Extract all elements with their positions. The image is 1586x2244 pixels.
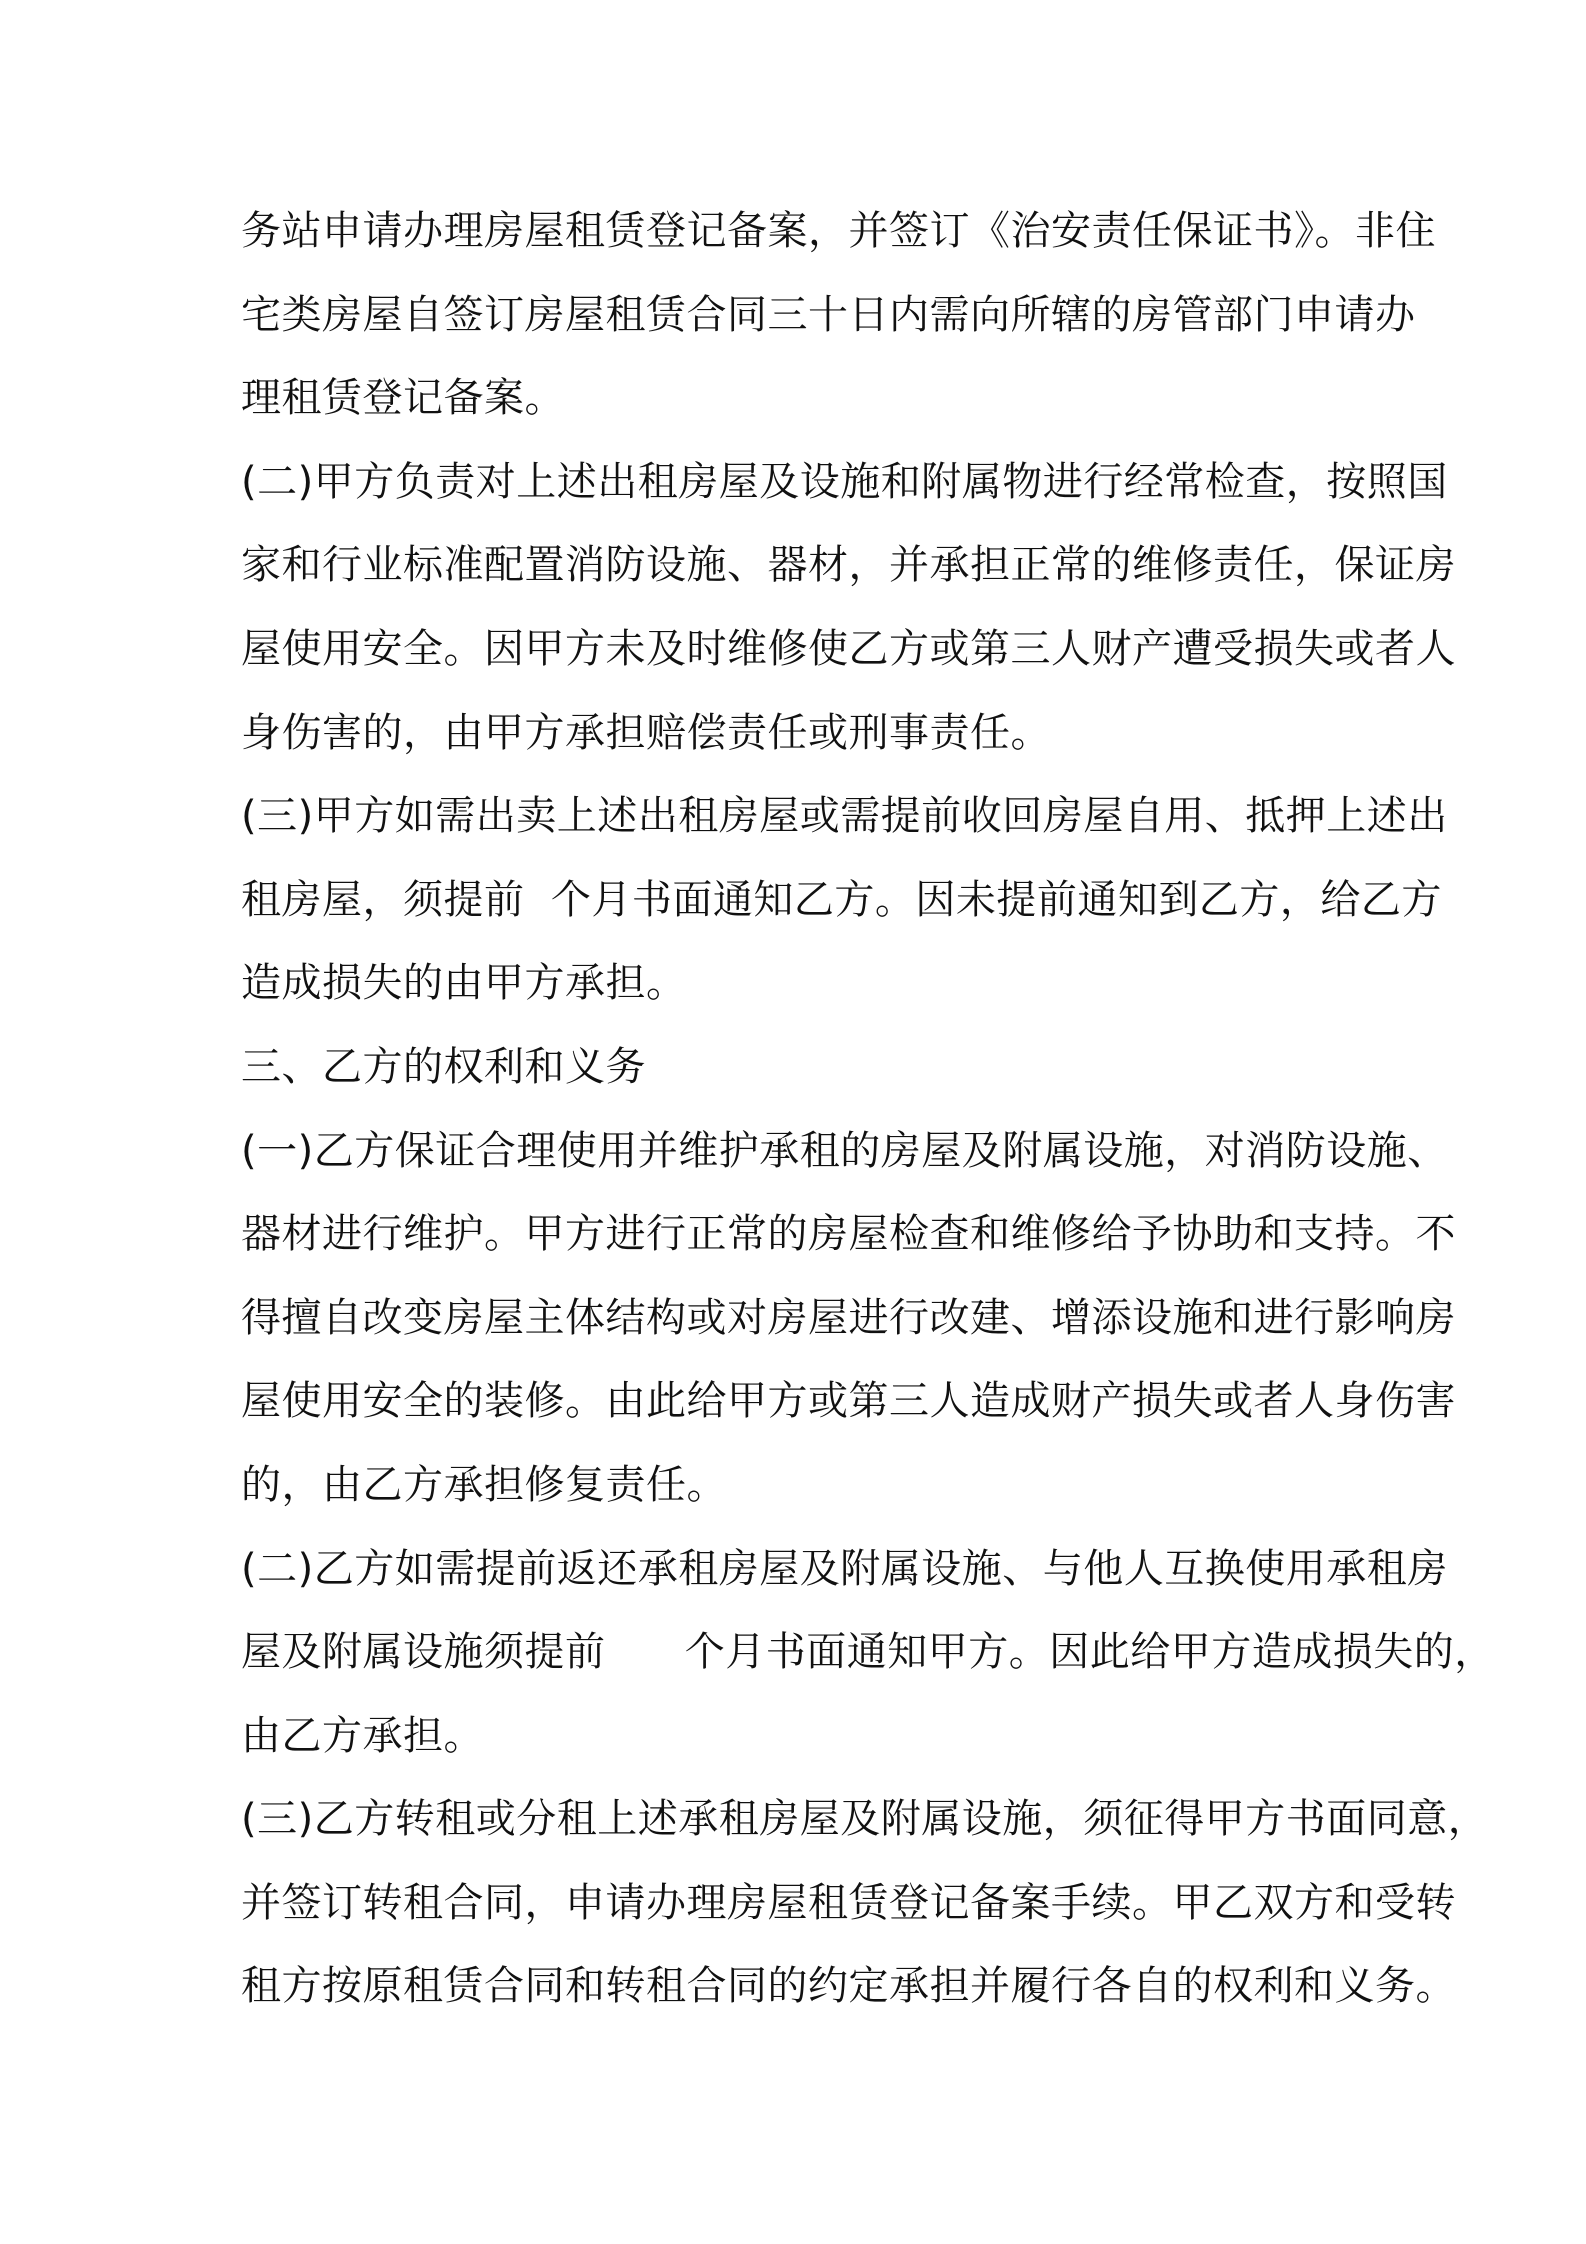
- text-line: 务站申请办理房屋租赁登记备案，并签订《治安责任保证书》。非住: [241, 208, 1436, 254]
- text-line: (二)乙方如需提前返还承租房屋及附属设施、与他人互换使用承租房: [241, 1545, 1448, 1592]
- text-line: 由乙方承担。: [241, 1712, 484, 1759]
- text-line: 理租赁登记备案。: [241, 375, 565, 422]
- text-line: 造成损失的由甲方承担。: [241, 960, 687, 1007]
- text-line: 屋使用安全的装修。由此给甲方或第三人造成财产损失或者人身伤害: [241, 1378, 1456, 1425]
- text-line: 宅类房屋自签订房屋租赁合同三十日内需向所辖的房管部门申请办: [241, 291, 1416, 338]
- text-line: (二)甲方负责对上述出租房屋及设施和附属物进行经常检查，按照国: [241, 458, 1448, 505]
- text-line: 租房屋，须提前 个月书面通知乙方。因未提前通知到乙方，给乙方: [241, 876, 1442, 923]
- text-line: 家和行业标准配置消防设施、器材，并承担正常的维修责任，保证房: [241, 542, 1456, 589]
- text-line: 屋使用安全。因甲方未及时维修使乙方或第三人财产遭受损失或者人: [241, 625, 1456, 672]
- text-line: 屋及附属设施须提前 个月书面通知甲方。因此给甲方造成损失的，: [241, 1629, 1495, 1676]
- text-line: (一)乙方保证合理使用并维护承租的房屋及附属设施，对消防设施、: [241, 1127, 1448, 1174]
- document-body: [241, 190, 1495, 2029]
- section-heading: 三、乙方的权利和义务: [241, 1043, 646, 1090]
- text-line: 得擅自改变房屋主体结构或对房屋进行改建、增添设施和进行影响房: [241, 1294, 1456, 1341]
- text-line: 租方按原租赁合同和转租合同的约定承担并履行各自的权利和义务。: [241, 1963, 1456, 2010]
- text-line: (三)甲方如需出卖上述出租房屋或需提前收回房屋自用、抵押上述出: [241, 793, 1448, 840]
- text-line: (三)乙方转租或分租上述承租房屋及附属设施，须征得甲方书面同意，: [241, 1796, 1489, 1843]
- text-line: 身伤害的，由甲方承担赔偿责任或刑事责任。: [241, 709, 1051, 756]
- text-line: 并签订转租合同，申请办理房屋租赁登记备案手续。甲乙双方和受转: [241, 1879, 1456, 1926]
- text-line: 的，由乙方承担修复责任。: [241, 1461, 727, 1508]
- text-line: 器材进行维护。甲方进行正常的房屋检查和维修给予协助和支持。不: [241, 1211, 1456, 1258]
